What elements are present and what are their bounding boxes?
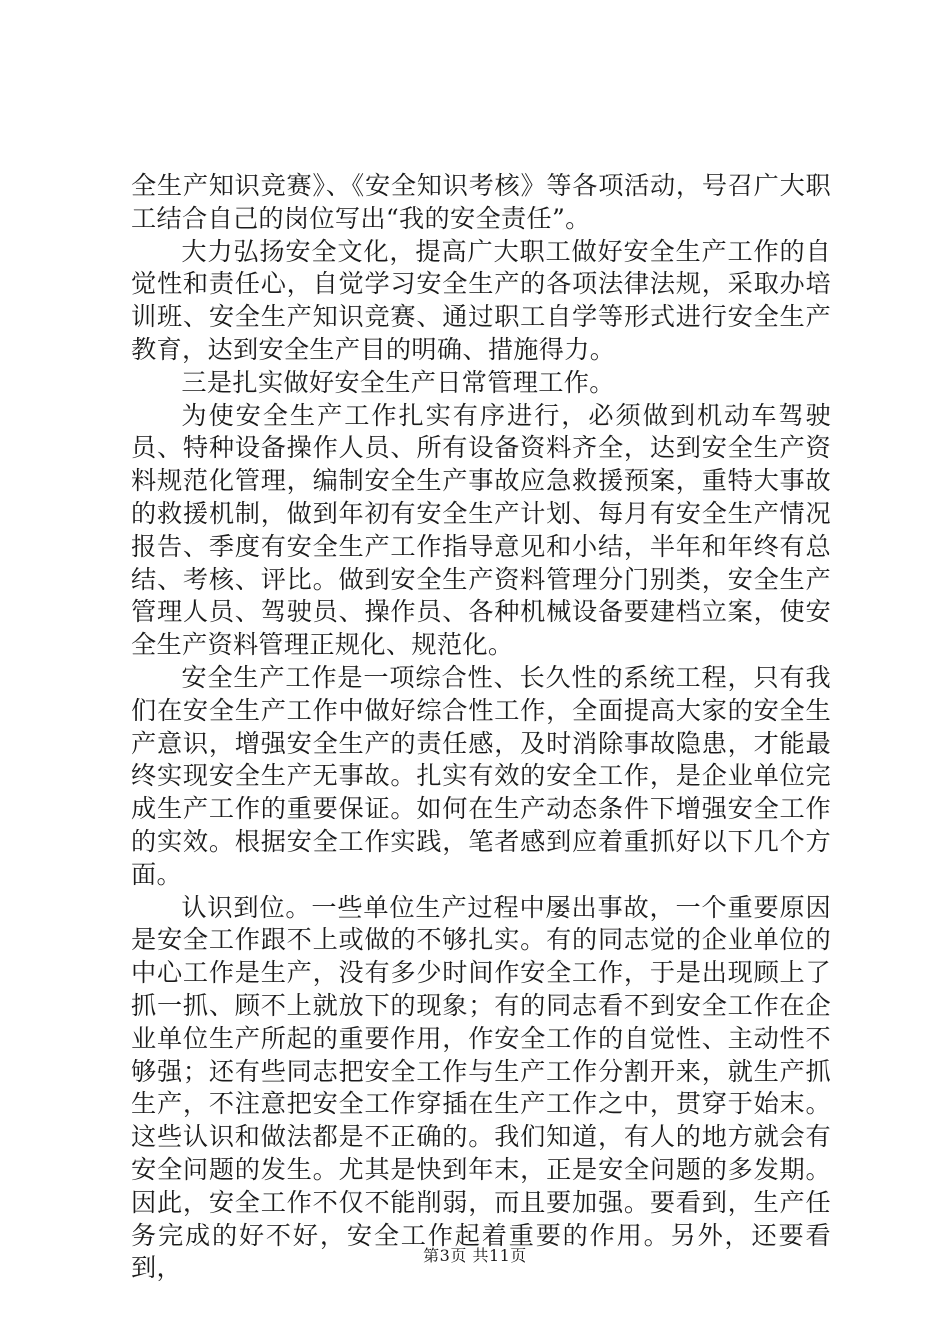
- paragraph: 认识到位。一些单位生产过程中屡出事故，一个重要原因是安全工作跟不上或做的不够扎实。有的同志觉的企业单位的中心工作是生产，没有多少时间作安全工作，于是出现顾上了抓一抓、顾不上就放下的现象；有的同志看不到安全工作在企业单位生产所起的重要作用，作安全工作的自觉性、主动性不够强；还有些同志把安全工作与生产工作分割开来，就生产抓生产，不注意把安全工作穿插在生产工作之中，贯穿于始末。这些认识和做法都是不正确的。我们知道，有人的地方就会有安全问题的发生。尤其是快到年末，正是安全问题的多发期。因此，安全工作不仅不能削弱，而且要加强。要看到，生产任务完成的好不好，安全工作起着重要的作用。另外，还要看到，: [131, 892, 831, 1283]
- page-number-footer: 第3页 共11页: [423, 1246, 527, 1265]
- document-body: [131, 170, 831, 1285]
- paragraph: 三是扎实做好安全生产日常管理工作。: [181, 367, 615, 397]
- paragraph: 大力弘扬安全文化，提高广大职工做好安全生产工作的自觉性和责任心，自觉学习安全生产的各项法律法规，采取办培训班、安全生产知识竞赛、通过职工自学等形式进行安全生产教育，达到安全生产目的明确、措施得力。: [131, 236, 831, 364]
- paragraph: 全生产知识竞赛》、《安全知识考核》等各项活动，号召广大职工结合自己的岗位写出“我的安全责任”。: [131, 171, 831, 233]
- paragraph: 为使安全生产工作扎实有序进行，必须做到机动车驾驶员、特种设备操作人员、所有设备资料齐全，达到安全生产资料规范化管理，编制安全生产事故应急救援预案，重特大事故的救援机制，做到年初有安全生产计划、每月有安全生产情况报告、季度有安全生产工作指导意见和小结，半年和年终有总结、考核、评比。做到安全生产资料管理分门别类，安全生产管理人员、驾驶员、操作员、各种机械设备要建档立案，使安全生产资料管理正规化、规范化。: [131, 400, 831, 660]
- paragraph: 安全生产工作是一项综合性、长久性的系统工程，只有我们在安全生产工作中做好综合性工作，全面提高大家的安全生产意识，增强安全生产的责任感，及时消除事故隐患，才能最终实现安全生产无事故。扎实有效的安全工作，是企业单位完成生产工作的重要保证。如何在生产动态条件下增强安全工作的实效。根据安全工作实践，笔者感到应着重抓好以下几个方面。: [131, 662, 831, 889]
